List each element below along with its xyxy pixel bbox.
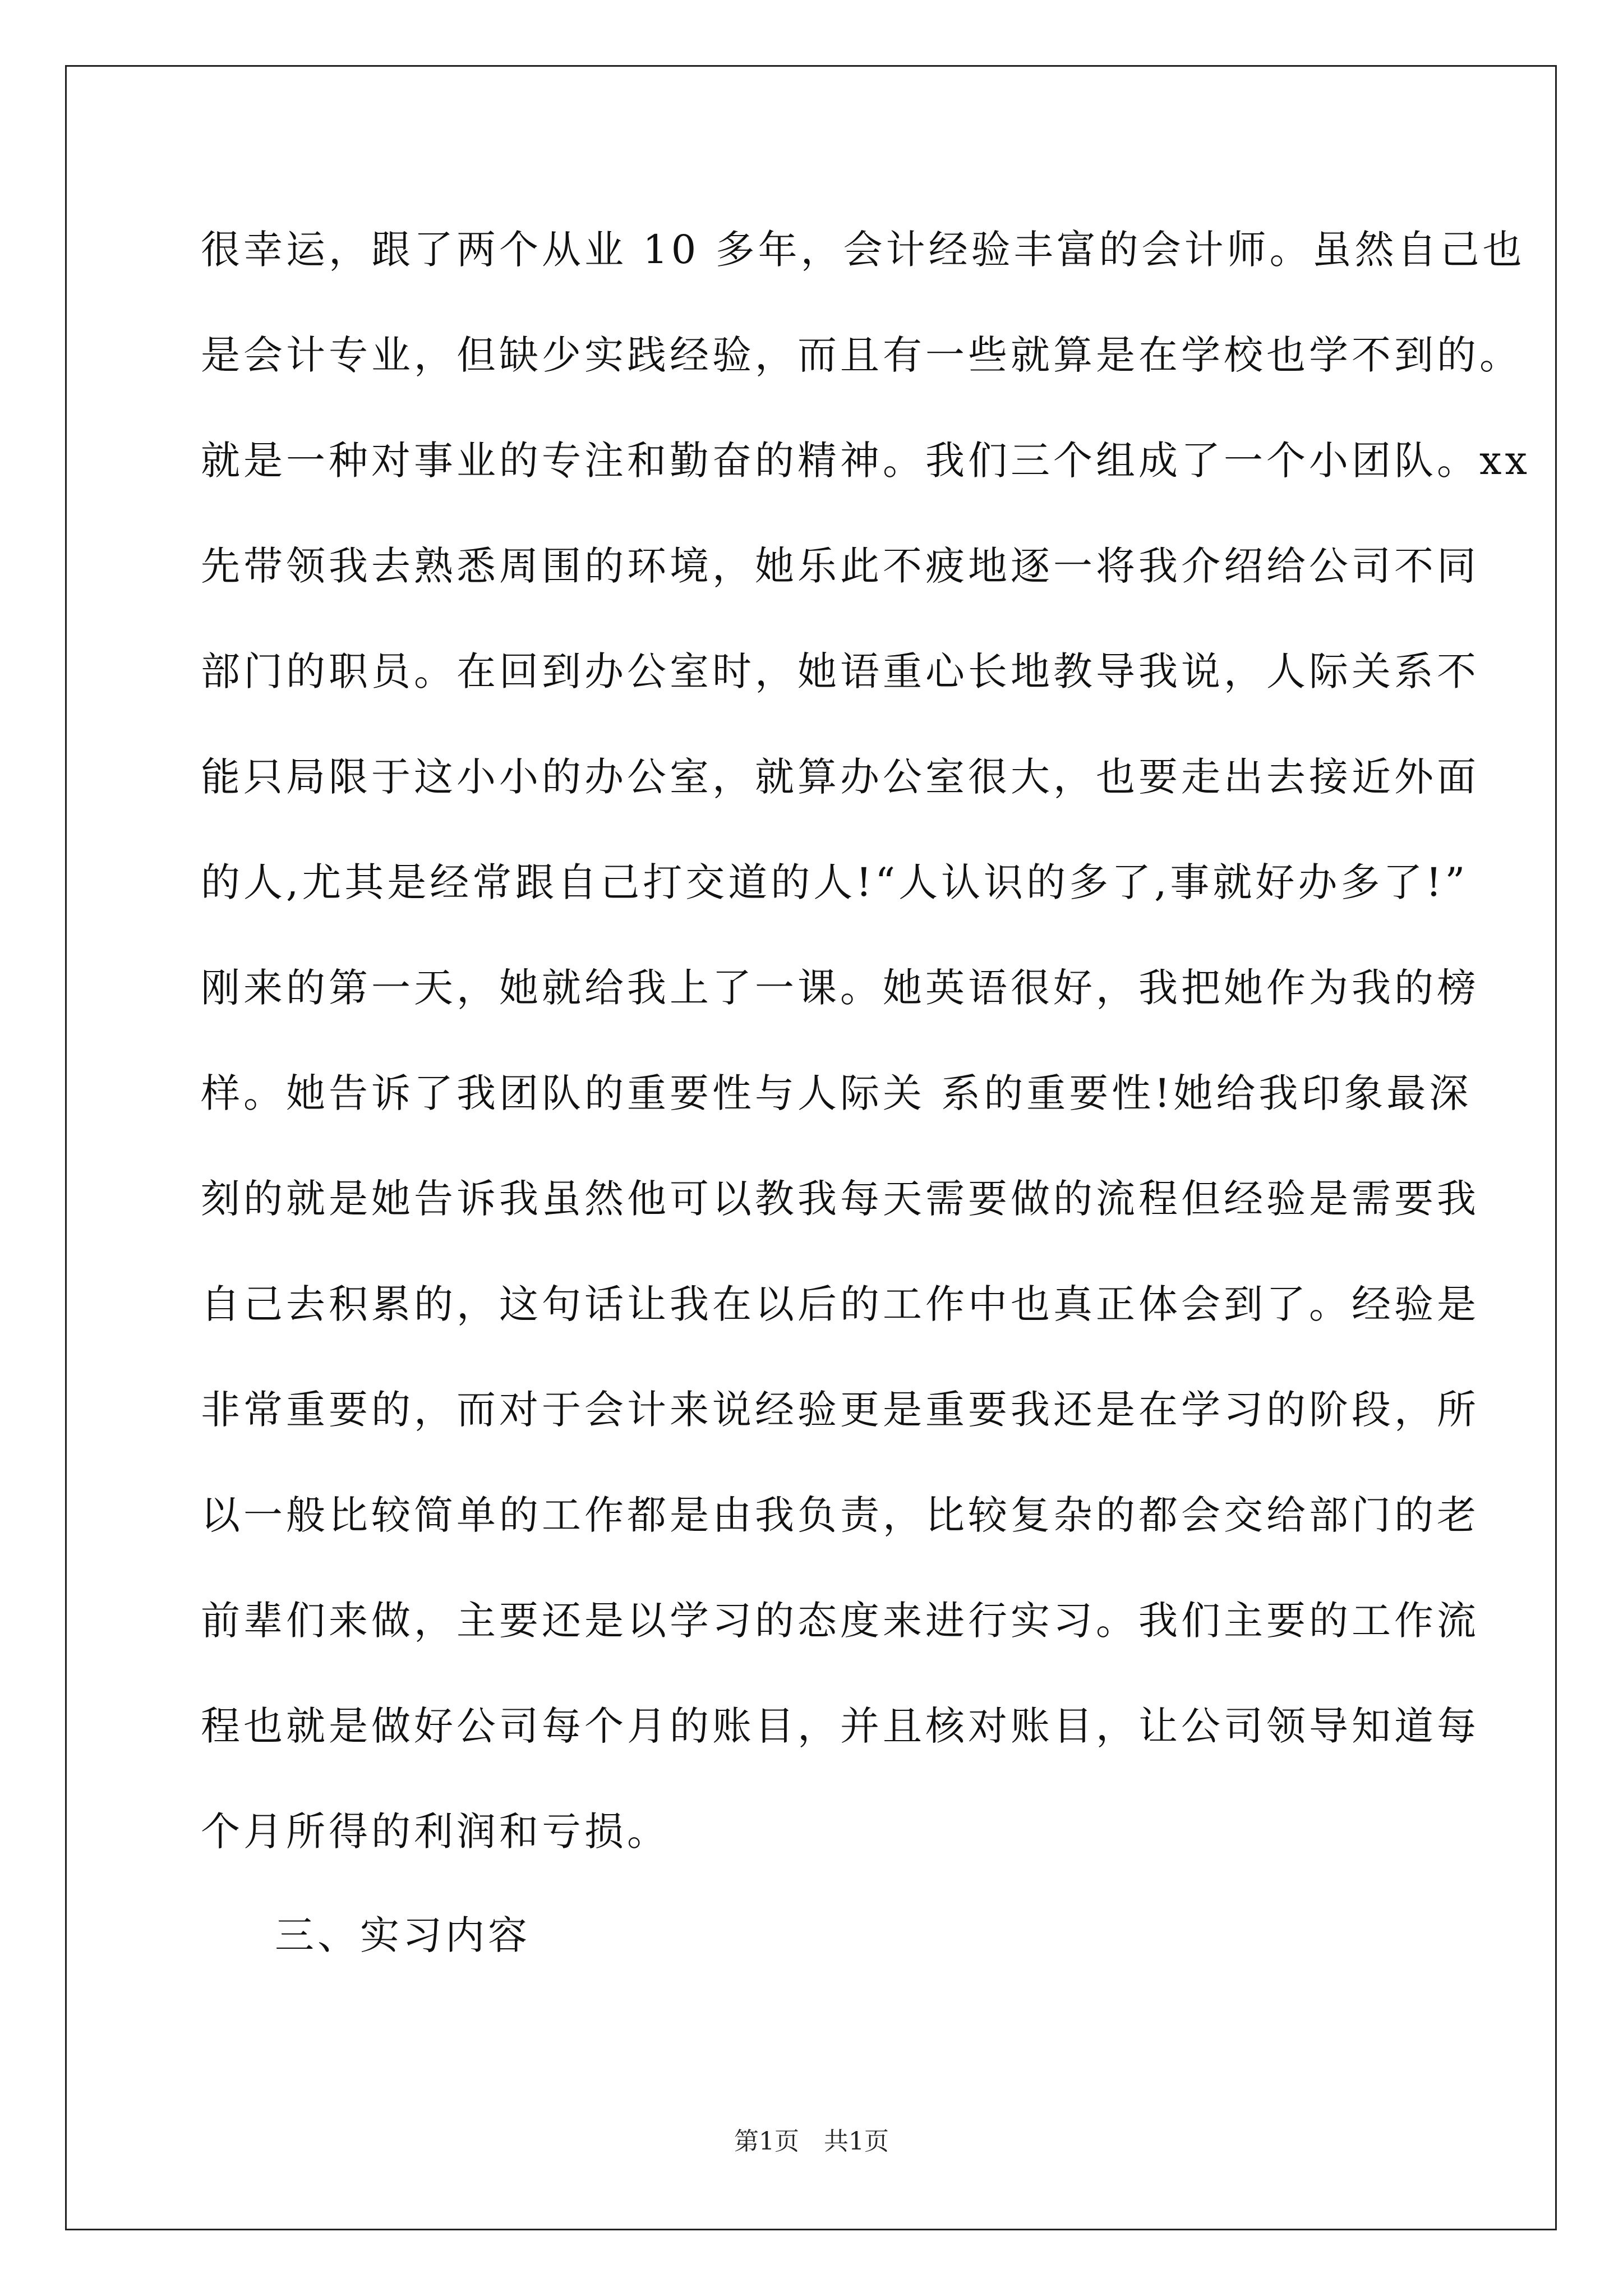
- paragraph-line: 自己去积累的，这句话让我在以后的工作中也真正体会到了。经验是: [201, 1281, 1479, 1327]
- section-heading: 三、实习内容: [275, 1912, 531, 1958]
- paragraph-line: 就是一种对事业的专注和勤奋的精神。我们三个组成了一个小团队。xx: [201, 438, 1530, 484]
- paragraph-line: 部门的职员。在回到办公室时，她语重心长地教导我说，人际关系不: [201, 648, 1479, 694]
- paragraph-line: 前辈们来做，主要还是以学习的态度来进行实习。我们主要的工作流: [201, 1598, 1479, 1644]
- paragraph-line: 刚来的第一天，她就给我上了一课。她英语很好，我把她作为我的榜: [201, 965, 1479, 1011]
- paragraph-line: 先带领我去熟悉周围的环境，她乐此不疲地逐一将我介绍给公司不同: [201, 543, 1479, 589]
- paragraph-line: 以一般比较简单的工作都是由我负责，比较复杂的都会交给部门的老: [201, 1492, 1479, 1538]
- paragraph-line: 样。她告诉了我团队的重要性与人际关 系的重要性!她给我印象最深: [201, 1070, 1472, 1116]
- paragraph-line: 刻的就是她告诉我虽然他可以教我每天需要做的流程但经验是需要我: [201, 1176, 1479, 1222]
- paragraph-line: 很幸运，跟了两个从业 10 多年，会计经验丰富的会计师。虽然自己也: [201, 227, 1525, 273]
- paragraph-line: 程也就是做好公司每个月的账目，并且核对账目，让公司领导知道每: [201, 1703, 1479, 1749]
- paragraph-line: 个月所得的利润和亏损。: [201, 1809, 670, 1855]
- page-footer: 第1页 共1页: [734, 2127, 889, 2156]
- paragraph-line: 非常重要的，而对于会计来说经验更是重要我还是在学习的阶段，所: [201, 1387, 1479, 1433]
- page-border: [65, 65, 1557, 2230]
- paragraph-line: 能只局限于这小小的办公室，就算办公室很大，也要走出去接近外面: [201, 754, 1479, 800]
- paragraph-line: 是会计专业，但缺少实践经验，而且有一些就算是在学校也学不到的。: [201, 332, 1522, 378]
- paragraph-line: 的人,尤其是经常跟自己打交道的人!“人认识的多了,事就好办多了!”: [201, 859, 1469, 905]
